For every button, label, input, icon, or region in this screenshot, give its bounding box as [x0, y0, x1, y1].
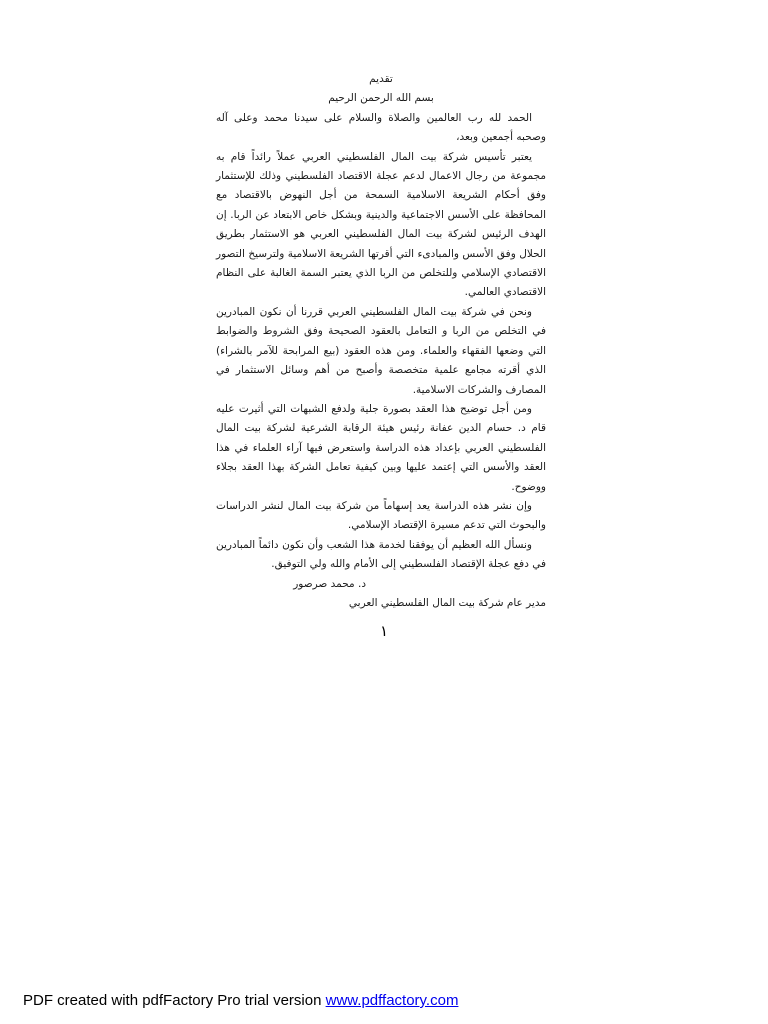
- footer-text: PDF created with pdfFactory Pro trial version: [23, 992, 326, 1009]
- pdf-footer: [23, 992, 458, 1009]
- paragraph-study: ومن أجل توضيح هذا العقد بصورة جلية ولدفع الشبهات التي أثيرت عليه قام د. حسام الدين عفانة رئيس هيئة الرقابة الشرعية لشركة بيت المال الفلسطيني العربي بإعداد هذه الدراسة واستعرض فيها آراء العلماء في هذا العقد والأسس التي إعتمد عليها وبين كيفية تعامل الشركة بهذا العقد بجلاء ووضوح.: [216, 402, 546, 493]
- basmala: بسم الله الرحمن الرحيم: [328, 92, 434, 105]
- document-title: تقديم: [369, 73, 393, 85]
- page-number: ١: [379, 622, 389, 640]
- paragraph-company-intro: يعتبر تأسيس شركة بيت المال الفلسطيني العربي عملاً رائداً قام به مجموعة من رجال الاعمال لدعم عجلة الاقتصاد الفلسطيني وذلك للإستثمار وفق أحكام الشريعة الاسلامية السمحة من أجل النهوض بالاقتصاد مع المحافظة على الأسس الاجتماعية والدينية وبشكل خاص الابتعاد عن الربا. إن الهدف الرئيس لشركة بيت المال الفلسطيني العربي هو الاستثمار بطريق الحلال وفق الأسس والمبادىء التي أقرتها الشريعة الاسلامية ولترسيخ التصور الاقتصادي الإسلامي وللتخلص من الربا الذي يعتبر السمة الغالبة على النظام الاقتصادي العالمي.: [216, 150, 546, 299]
- paragraph-murabaha: ونحن في شركة بيت المال الفلسطيني العربي قررنا أن نكون المبادرين في التخلص من الربا و التعامل بالعقود الصحيحة وفق الشروط والضوابط التي وضعها الفقهاء والعلماء. ومن هذه العقود (بيع المرابحة للآمر بالشراء) الذي أقرته مجامع علمية متخصصة وأصبح من أهم وسائل الاستثمار في المصارف والشركات الاسلامية.: [216, 305, 546, 396]
- signature-name: د. محمد صرصور: [293, 577, 366, 590]
- footer-link[interactable]: www.pdffactory.com: [325, 992, 459, 1009]
- paragraph-closing: ونسأل الله العظيم أن يوفقنا لخدمة هذا الشعب وأن نكون دائماً المبادرين في دفع عجلة الإقتصاد الفلسطيني إلى الأمام والله ولي التوفيق.: [216, 538, 546, 571]
- paragraph-publication: وإن نشر هذه الدراسة يعد إسهاماً من شركة بيت المال لنشر الدراسات والبحوث التي تدعم مسيرة الإقتصاد الإسلامي.: [216, 499, 546, 532]
- paragraph-opening: الحمد لله رب العالمين والصلاة والسلام على سيدنا محمد وعلى آله وصحبه أجمعين وبعد،: [216, 111, 546, 144]
- signature-title: مدير عام شركة بيت المال الفلسطيني العربي: [348, 596, 546, 609]
- document-body: [216, 70, 546, 613]
